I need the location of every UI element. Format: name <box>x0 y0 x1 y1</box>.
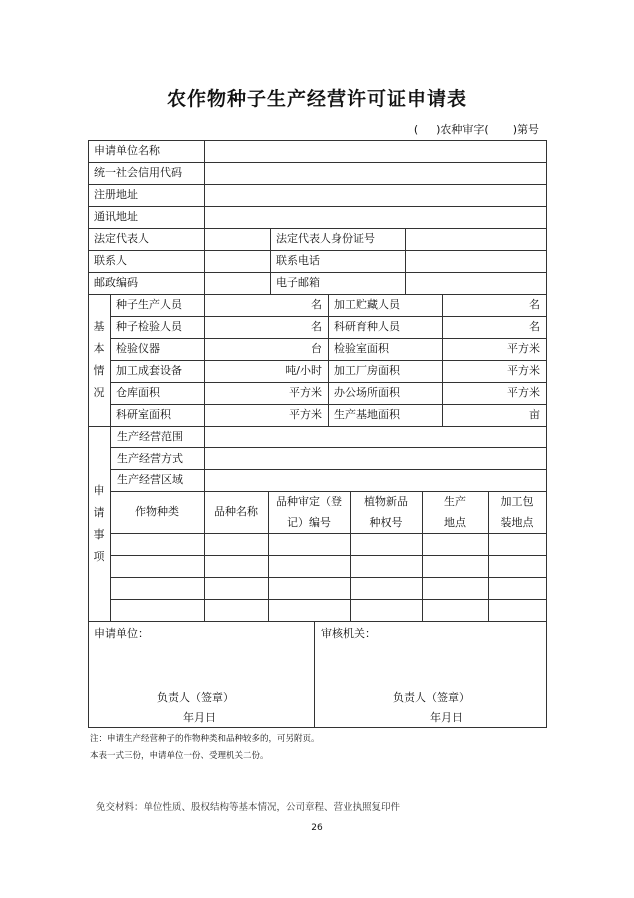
form-title: 农作物种子生产经营许可证申请表 <box>166 88 467 110</box>
applicant-signature: 负责人（签章） <box>157 691 234 704</box>
basic-row-unit: 平方米 <box>289 408 322 421</box>
label-legal-representative: 法定代表人 <box>94 232 149 245</box>
basic-row-label: 科研育种人员 <box>334 320 400 333</box>
basic-row-label: 加工贮藏人员 <box>334 298 400 311</box>
basic-row-unit: 台 <box>311 342 322 355</box>
label-business-scope: 生产经营范围 <box>117 430 183 443</box>
section-label-basic: 基 本 情 况 <box>93 320 105 399</box>
basic-row-label: 种子生产人员 <box>116 298 182 311</box>
label-postal-code: 邮政编码 <box>94 276 138 289</box>
label-legal-rep-id: 法定代表人身份证号 <box>276 232 375 245</box>
col-header-production-site: 生产 <box>444 495 466 508</box>
label-credit-code: 统一社会信用代码 <box>94 166 182 179</box>
col-header-processing-site-2: 装地点 <box>500 516 534 529</box>
doc-number-close: )第号 <box>512 123 539 136</box>
authority-signature: 负责人（签章） <box>393 691 470 704</box>
doc-number-middle: )农种审字( <box>436 123 489 136</box>
basic-row-unit: 亩 <box>529 408 540 421</box>
label-registered-address: 注册地址 <box>94 188 138 201</box>
basic-row-label: 办公场所面积 <box>334 386 400 399</box>
basic-row-label: 科研室面积 <box>116 408 171 421</box>
basic-row-unit: 平方米 <box>289 386 322 399</box>
basic-row-label: 种子检验人员 <box>116 320 182 333</box>
basic-row-label: 仓库面积 <box>116 386 160 399</box>
label-email: 电子邮箱 <box>276 276 320 289</box>
col-header-pvp-no-2: 种权号 <box>369 516 403 529</box>
col-header-crop-type: 作物种类 <box>135 505 179 518</box>
basic-row-label: 检验仪器 <box>116 342 160 355</box>
col-header-production-site-2: 地点 <box>444 516 466 529</box>
page-number: 26 <box>311 823 323 833</box>
basic-row-unit: 名 <box>529 320 540 333</box>
basic-row-unit: 名 <box>311 320 322 333</box>
basic-row-unit: 平方米 <box>507 386 540 399</box>
basic-row-unit: 平方米 <box>507 364 540 377</box>
basic-row-label: 检验室面积 <box>334 342 389 355</box>
doc-number-open: ( <box>413 123 419 136</box>
label-applicant-unit: 申请单位： <box>94 627 149 640</box>
label-business-mode: 生产经营方式 <box>117 452 183 465</box>
document-number <box>414 121 539 137</box>
basic-row-label: 加工成套设备 <box>116 364 182 377</box>
label-applicant-name: 申请单位名称 <box>94 144 160 157</box>
note-line: 注：申请生产经营种子的作物种类和品种较多的，可另附页。 <box>90 734 320 744</box>
col-header-pvp-no: 植物新品 <box>364 495 408 508</box>
basic-row-unit: 名 <box>529 298 540 311</box>
basic-row-unit: 平方米 <box>507 342 540 355</box>
col-header-variety-name: 品种名称 <box>214 505 258 518</box>
label-contact-phone: 联系电话 <box>276 254 320 267</box>
section-label-application: 申 请 事 项 <box>93 484 105 563</box>
applicant-date: 年月日 <box>183 711 216 724</box>
label-mailing-address: 通讯地址 <box>94 210 138 223</box>
col-header-approval-no-2: 记）编号 <box>287 516 331 529</box>
col-header-processing-site: 加工包 <box>500 495 534 508</box>
label-contact-person: 联系人 <box>94 254 127 267</box>
authority-date: 年月日 <box>430 711 463 724</box>
label-business-region: 生产经营区域 <box>117 473 183 486</box>
basic-row-unit: 吨/小时 <box>285 364 322 377</box>
basic-row-unit: 名 <box>311 298 322 311</box>
label-review-authority: 审核机关： <box>321 627 376 640</box>
exempt-materials-note: 免交材料：单位性质、股权结构等基本情况，公司章程、营业执照复印件 <box>96 802 401 813</box>
basic-row-label: 加工厂房面积 <box>334 364 400 377</box>
col-header-approval-no: 品种审定（登 <box>276 495 342 508</box>
basic-row-label: 生产基地面积 <box>334 408 400 421</box>
note-line: 本表一式三份，申请单位一份、受理机关二份。 <box>90 751 269 761</box>
